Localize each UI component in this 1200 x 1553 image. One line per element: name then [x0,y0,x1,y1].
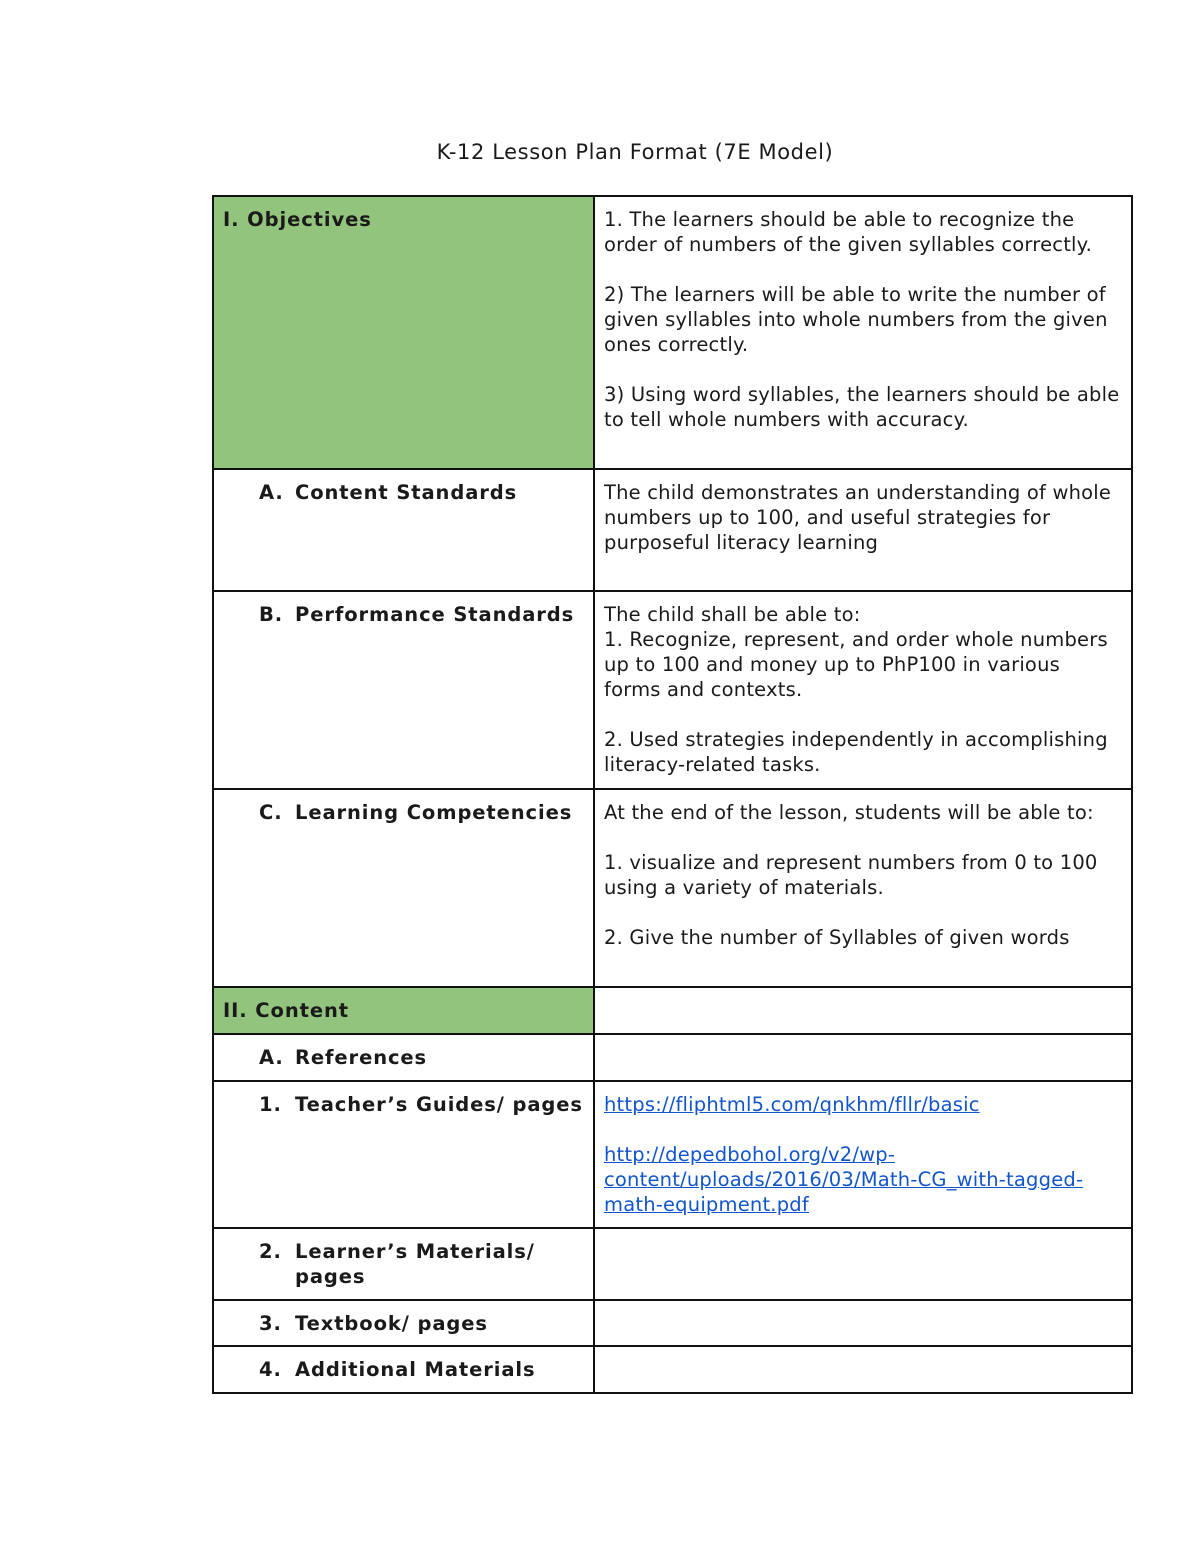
additional-materials-value [594,1346,1132,1393]
objective-1: 1. The learners should be able to recognize the order of numbers of the given syllables correctly. [604,208,1093,256]
objective-3: 3) Using word syllables, the learners should be able to tell whole numbers with accuracy. [604,383,1120,431]
row-content-standards [213,469,1132,591]
content-standards-text [594,469,1132,591]
teachers-guides-marker: 1. [259,1093,282,1116]
learning-competency-1: 1. visualize and represent numbers from 0 to 100 using a variety of materials. [604,851,1098,899]
performance-standards-text [594,591,1132,789]
row-learning-competencies [213,789,1132,987]
content-value [594,987,1132,1034]
learners-materials-value [594,1228,1132,1300]
performance-standard-1: 1. Recognize, represent, and order whole numbers up to 100 and money up to PhP100 in various forms and contexts. [604,628,1108,701]
content-standards-cell [213,469,594,591]
additional-materials-label: Additional Materials [295,1358,536,1381]
performance-standards-intro: The child shall be able to: [604,603,861,626]
content-standards-label: Content Standards [295,481,518,504]
content-label: II. Content [213,987,594,1034]
teachers-guides-label: Teacher’s Guides/ pages [295,1093,583,1116]
learning-competencies-intro: At the end of the lesson, students will be able to: [604,801,1094,824]
learning-competencies-cell [213,789,594,987]
lesson-plan-table [212,195,1133,1394]
additional-materials-cell [213,1346,594,1393]
performance-standards-cell [213,591,594,789]
row-references [213,1034,1132,1081]
references-label: References [295,1046,428,1069]
fliphtml5-link[interactable]: https://fliphtml5.com/qnkhm/fllr/basic [604,1093,980,1116]
learning-competencies-marker: C. [259,801,283,824]
learners-materials-label: Learner’s Materials/ pages [295,1240,535,1288]
performance-standard-2: 2. Used strategies independently in accomplishing literacy-related tasks. [604,728,1108,776]
learners-materials-marker: 2. [259,1240,282,1263]
row-performance-standards [213,591,1132,789]
content-standards-paragraph: The child demonstrates an understanding of whole numbers up to 100, and useful strategies for purposeful literacy learning [604,481,1112,554]
depedbohol-link[interactable]: http://depedbohol.org/v2/wp-content/uploads/2016/03/Math-CG_with-tagged-math-equipment.pdf [604,1143,1084,1216]
teachers-guides-links [594,1081,1132,1228]
performance-standards-marker: B. [259,603,284,626]
textbook-label: Textbook/ pages [295,1312,488,1335]
textbook-cell [213,1300,594,1346]
teachers-guides-cell [213,1081,594,1228]
textbook-marker: 3. [259,1312,282,1335]
learners-materials-cell [213,1228,594,1300]
references-value [594,1034,1132,1081]
learning-competency-2: 2. Give the number of Syllables of given words [604,926,1070,949]
row-teachers-guides [213,1081,1132,1228]
content-standards-marker: A. [259,481,284,504]
textbook-value [594,1300,1132,1346]
objectives-text [594,196,1132,469]
row-textbook [213,1300,1132,1346]
references-marker: A. [259,1046,284,1069]
page-title: K-12 Lesson Plan Format (7E Model) [436,140,834,164]
row-content [213,987,1132,1034]
objectives-label: I. Objectives [213,196,594,469]
learning-competencies-label: Learning Competencies [295,801,573,824]
row-additional-materials [213,1346,1132,1393]
additional-materials-marker: 4. [259,1358,282,1381]
row-learners-materials [213,1228,1132,1300]
learning-competencies-text [594,789,1132,987]
row-objectives [213,196,1132,469]
references-cell [213,1034,594,1081]
performance-standards-label: Performance Standards [295,603,575,626]
objective-2: 2) The learners will be able to write the number of given syllables into whole numbers from the given ones correctly. [604,283,1108,356]
